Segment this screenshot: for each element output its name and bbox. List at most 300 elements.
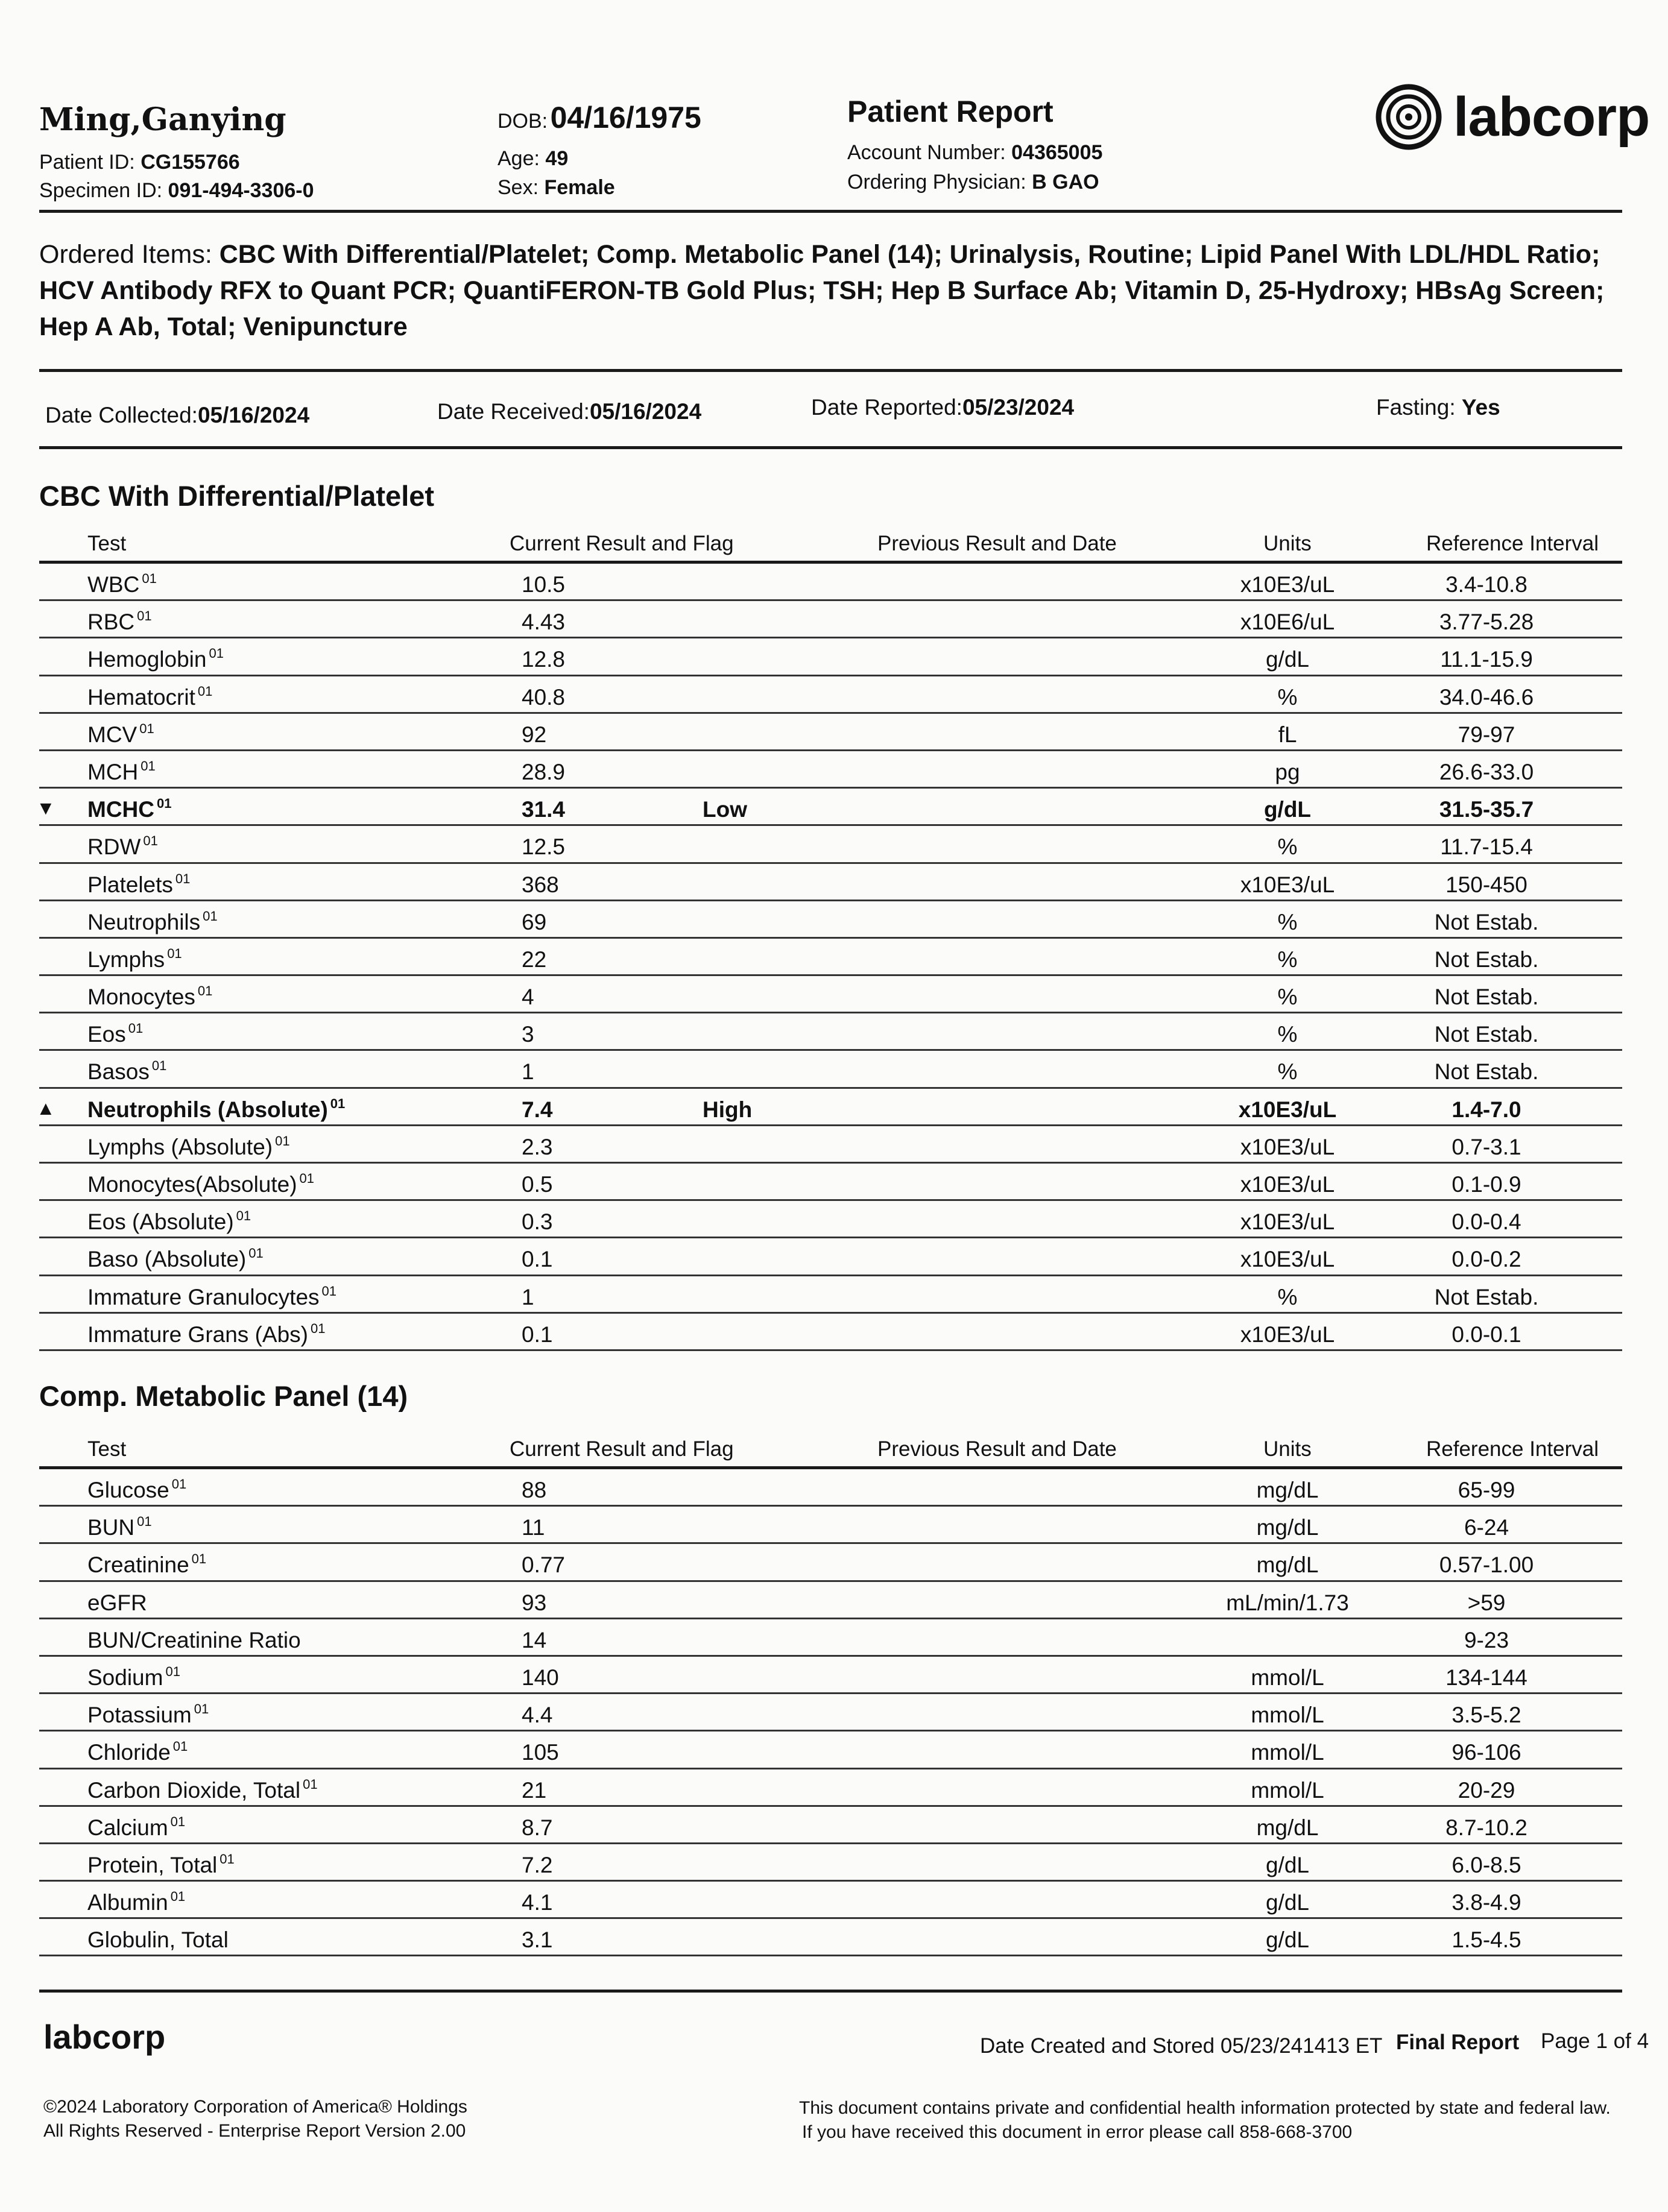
units-value: mg/dL [1256, 1815, 1319, 1840]
test-name [87, 1778, 318, 1803]
units-value: mmol/L [1251, 1665, 1324, 1690]
result-value: 14 [522, 1627, 547, 1653]
test-name [87, 947, 182, 972]
labcorp-logo [1375, 83, 1649, 151]
test-name [87, 760, 156, 785]
reference-interval: 0.0-0.4 [1452, 1209, 1521, 1235]
result-value: 368 [522, 872, 559, 897]
cbc-table-header [39, 518, 1622, 564]
col-reference: Reference Interval [1426, 1437, 1599, 1461]
specimen-id-label: Specimen ID: [39, 179, 163, 202]
labcorp-logo-text: labcorp [1453, 86, 1650, 148]
test-name [87, 1247, 264, 1272]
units-value: x10E3/uL [1240, 1172, 1335, 1197]
test-name-text: Monocytes(Absolute) [87, 1172, 297, 1197]
date-collected [45, 403, 309, 428]
copyright-line-2: All Rights Reserved - Enterprise Report Version 2.00 [43, 2121, 466, 2141]
test-name-text: Potassium [87, 1703, 192, 1728]
test-name [87, 1515, 152, 1540]
header-divider [39, 210, 1622, 213]
table-row [39, 1126, 1622, 1164]
reference-interval: 9-23 [1464, 1627, 1509, 1653]
units-value: g/dL [1265, 1890, 1309, 1915]
lab-footnote: 01 [143, 833, 158, 849]
units-value: x10E3/uL [1240, 1134, 1335, 1159]
test-name [87, 1022, 143, 1047]
lab-footnote: 01 [175, 871, 191, 886]
table-row [39, 1051, 1622, 1088]
test-name [87, 1927, 231, 1953]
table-row [39, 1164, 1622, 1201]
date-reported [811, 395, 1074, 420]
units-value: mmol/L [1251, 1777, 1324, 1803]
lab-footnote: 01 [171, 1476, 187, 1492]
copyright-line-1: ©2024 Laboratory Corporation of America® Holdings [43, 2097, 467, 2117]
lab-footnote: 01 [137, 1514, 152, 1530]
result-value: 12.8 [522, 647, 566, 672]
table-row [39, 1201, 1622, 1238]
lab-footnote: 01 [303, 1776, 318, 1792]
table-row [39, 1919, 1622, 1956]
test-name-text: Monocytes [87, 985, 195, 1010]
reference-interval: Not Estab. [1434, 1022, 1539, 1047]
test-name [87, 1590, 150, 1616]
lab-footnote: 01 [142, 571, 157, 586]
test-name-text: BUN/Creatinine Ratio [87, 1627, 301, 1653]
table-row [39, 1582, 1622, 1619]
reference-interval: 134-144 [1445, 1665, 1527, 1690]
lab-footnote: 01 [220, 1851, 235, 1867]
ordered-divider [39, 369, 1622, 372]
lab-footnote: 01 [172, 1739, 188, 1754]
reference-interval: 34.0-46.6 [1439, 684, 1534, 710]
reference-interval: 3.4-10.8 [1445, 572, 1527, 597]
reference-interval: 0.0-0.2 [1452, 1247, 1521, 1272]
test-name [87, 834, 158, 860]
test-name [87, 1097, 345, 1123]
dob [498, 100, 701, 135]
table-row [39, 864, 1622, 901]
reference-interval: 0.1-0.9 [1452, 1172, 1521, 1197]
test-name-text: MCHC [87, 797, 154, 822]
test-name [87, 1059, 166, 1085]
lab-footnote: 01 [139, 720, 154, 736]
physician-value: B GAO [1032, 171, 1099, 194]
date-created-stored [980, 2034, 1382, 2058]
test-name-text: Hemoglobin [87, 647, 207, 672]
result-value: 4.1 [522, 1890, 553, 1915]
table-row [39, 1238, 1622, 1276]
units-value: x10E6/uL [1240, 610, 1335, 635]
date-received-value: 05/16/2024 [589, 399, 702, 424]
dates-divider [39, 446, 1622, 449]
reference-interval: 0.7-3.1 [1452, 1134, 1521, 1159]
ordered-items-list: CBC With Differential/Platelet; Comp. Metabolic Panel (14); Urinalysis, Routine; Lipid Panel With LDL/HDL Ratio; HCV Antibody RFX to Quant PCR; QuantiFERON-TB Gold Plus; TSH; Hep B Surface Ab; Vitamin D, 25-Hydroxy; HBsAg Screen; Hep A Ab, Total; Venipuncture [39, 240, 1605, 341]
test-name [87, 1628, 303, 1653]
result-value: 40.8 [522, 684, 566, 710]
table-row [39, 1694, 1622, 1731]
test-name-text: Eos [87, 1022, 126, 1047]
test-name-text: Basos [87, 1059, 150, 1085]
result-flag: High [703, 1097, 753, 1122]
reference-interval: 79-97 [1458, 722, 1515, 747]
test-name-text: Neutrophils [87, 909, 201, 934]
test-name [87, 647, 224, 672]
test-name-text: Protein, Total [87, 1852, 218, 1877]
date-received-label: Date Received: [437, 399, 590, 424]
ordered-items-label: Ordered Items: [39, 240, 212, 269]
dob-label: DOB: [498, 110, 548, 133]
physician-label: Ordering Physician: [847, 171, 1026, 194]
test-name-text: Hematocrit [87, 684, 195, 710]
test-name-text: Eos (Absolute) [87, 1209, 234, 1235]
test-name [87, 722, 154, 748]
reference-interval: 6-24 [1464, 1515, 1509, 1540]
test-name-text: Lymphs [87, 947, 165, 972]
table-row [39, 826, 1622, 863]
test-name-text: RBC [87, 610, 135, 635]
dob-value: 04/16/1975 [550, 101, 701, 134]
result-value: 92 [522, 722, 547, 747]
result-value: 93 [522, 1590, 547, 1615]
lab-footnote: 01 [137, 608, 152, 624]
units-value: mmol/L [1251, 1740, 1324, 1765]
test-name [87, 872, 190, 898]
result-value: 11 [522, 1515, 545, 1540]
result-value: 22 [522, 947, 547, 972]
sex-label: Sex: [498, 176, 539, 199]
page-number: Page 1 of 4 [1541, 2029, 1649, 2053]
table-row [36, 1089, 1622, 1126]
units-value: % [1277, 834, 1298, 860]
test-name [87, 1740, 188, 1765]
cbc-table-body [36, 564, 1622, 1351]
reference-interval: Not Estab. [1434, 985, 1539, 1010]
test-name [87, 985, 212, 1010]
units-value: g/dL [1265, 1927, 1309, 1953]
result-value: 3 [522, 1022, 534, 1047]
test-name [87, 1322, 325, 1347]
result-value: 88 [522, 1478, 547, 1502]
units-value: x10E3/uL [1240, 1209, 1335, 1235]
test-name-text: Creatinine [87, 1552, 189, 1578]
units-value: mg/dL [1256, 1478, 1319, 1502]
test-name [87, 1172, 314, 1197]
result-value: 69 [522, 909, 547, 934]
lab-footnote: 01 [310, 1320, 326, 1336]
reference-interval: 0.0-0.1 [1452, 1322, 1521, 1347]
cmp-section-title: Comp. Metabolic Panel (14) [39, 1380, 408, 1412]
result-value: 4 [522, 985, 534, 1010]
lab-footnote: 01 [330, 1095, 346, 1111]
age-value: 49 [545, 147, 569, 170]
lab-footnote: 01 [321, 1283, 337, 1299]
result-value: 31.4 [522, 797, 566, 822]
table-row [39, 1844, 1622, 1882]
lab-footnote: 01 [209, 646, 224, 661]
units-value: % [1277, 1022, 1298, 1047]
table-row [39, 638, 1622, 676]
test-name-text: eGFR [87, 1590, 147, 1615]
lab-footnote: 01 [141, 758, 156, 774]
low-flag-icon: ▼ [36, 797, 55, 819]
test-name [87, 572, 157, 597]
test-name [87, 1890, 185, 1915]
reference-interval: 65-99 [1458, 1478, 1515, 1502]
result-value: 21 [522, 1777, 547, 1803]
col-reference: Reference Interval [1426, 532, 1599, 555]
test-name [87, 797, 171, 822]
account-value: 04365005 [1011, 141, 1103, 164]
test-name [87, 1285, 336, 1310]
result-value: 0.3 [522, 1209, 553, 1235]
reference-interval: 1.5-4.5 [1452, 1927, 1521, 1953]
result-value: 28.9 [522, 759, 566, 784]
result-flag: Low [703, 797, 747, 822]
sex-value: Female [544, 176, 615, 199]
test-name-text: Sodium [87, 1665, 163, 1690]
table-row [39, 1657, 1622, 1694]
units-value: x10E3/uL [1238, 1097, 1337, 1122]
result-value: 1 [522, 1059, 534, 1085]
table-row [39, 751, 1622, 789]
labcorp-swirl-icon [1375, 83, 1442, 151]
col-previous: Previous Result and Date [877, 1437, 1117, 1461]
fasting [1376, 395, 1500, 420]
test-name-text: Chloride [87, 1740, 171, 1765]
reference-interval: 20-29 [1458, 1777, 1515, 1803]
date-reported-label: Date Reported: [811, 395, 962, 420]
table-row [39, 1469, 1622, 1507]
units-value: % [1277, 909, 1298, 934]
result-value: 2.3 [522, 1134, 553, 1159]
units-value: % [1277, 985, 1298, 1010]
result-value: 0.1 [522, 1247, 553, 1272]
patient-id-label: Patient ID: [39, 151, 135, 174]
reference-interval: 31.5-35.7 [1439, 797, 1534, 822]
test-name [87, 1135, 290, 1160]
reference-interval: 8.7-10.2 [1445, 1815, 1527, 1840]
patient-id-value: CG155766 [141, 151, 240, 174]
test-name [87, 1209, 251, 1235]
ordered-items [39, 236, 1619, 345]
date-created-value: 05/23/241413 ET [1220, 2034, 1383, 2058]
reference-interval: 1.4-7.0 [1452, 1097, 1521, 1122]
result-value: 12.5 [522, 834, 566, 860]
reference-interval: Not Estab. [1434, 1284, 1539, 1309]
table-row [39, 1276, 1622, 1314]
result-value: 4.4 [522, 1703, 553, 1728]
reference-interval: 11.7-15.4 [1440, 834, 1533, 860]
test-name-text: Carbon Dioxide, Total [87, 1777, 301, 1803]
footer-divider [39, 1990, 1622, 1993]
fasting-value: Yes [1461, 395, 1500, 420]
reference-interval: Not Estab. [1434, 947, 1539, 972]
units-value: mg/dL [1256, 1552, 1319, 1578]
reference-interval: 6.0-8.5 [1452, 1852, 1521, 1877]
footer-labcorp-logo: labcorp [43, 2018, 166, 2056]
result-value: 10.5 [522, 572, 566, 597]
high-flag-icon: ▲ [36, 1097, 55, 1119]
test-name [87, 1552, 206, 1578]
test-name-text: Neutrophils (Absolute) [87, 1097, 328, 1122]
col-previous: Previous Result and Date [877, 532, 1117, 555]
col-units: Units [1263, 1437, 1312, 1461]
units-value: % [1277, 1284, 1298, 1309]
test-name [87, 1665, 180, 1691]
test-name-text: RDW [87, 834, 141, 860]
units-value: mmol/L [1251, 1703, 1324, 1728]
table-row [39, 1807, 1622, 1844]
table-row [39, 1769, 1622, 1807]
col-result: Current Result and Flag [510, 1437, 734, 1461]
lab-footnote: 01 [194, 1701, 209, 1717]
cmp-table-header [39, 1424, 1622, 1469]
table-row [39, 1013, 1622, 1051]
date-reported-value: 05/23/2024 [962, 395, 1075, 420]
test-name-text: MCH [87, 759, 139, 784]
table-row [39, 1314, 1622, 1351]
lab-footnote: 01 [197, 683, 213, 699]
lab-footnote: 01 [191, 1551, 207, 1567]
result-value: 4.43 [522, 610, 566, 635]
test-name-text: Calcium [87, 1815, 168, 1840]
lab-footnote: 01 [299, 1171, 315, 1186]
table-row [39, 1507, 1622, 1544]
table-row [39, 1544, 1622, 1581]
test-name [87, 610, 152, 635]
table-row [39, 939, 1622, 976]
col-result: Current Result and Flag [510, 532, 734, 555]
reference-interval: 26.6-33.0 [1439, 759, 1534, 784]
cbc-section-title: CBC With Differential/Platelet [39, 480, 435, 512]
lab-footnote: 01 [128, 1021, 144, 1036]
reference-interval: 11.1-15.9 [1440, 647, 1533, 672]
final-report-status: Final Report [1396, 2031, 1520, 2054]
units-value: g/dL [1265, 1852, 1309, 1877]
test-name-text: BUN [87, 1515, 135, 1540]
fasting-label: Fasting: [1376, 395, 1456, 420]
test-name [87, 910, 218, 935]
cmp-table-body [39, 1469, 1622, 1956]
units-value: g/dL [1265, 647, 1309, 672]
cbc-table [36, 518, 1622, 1351]
reference-interval: 3.8-4.9 [1452, 1890, 1521, 1915]
lab-footnote: 01 [203, 908, 218, 924]
units-value: x10E3/uL [1240, 1247, 1335, 1272]
result-value: 8.7 [522, 1815, 553, 1840]
report-title: Patient Report [847, 95, 1054, 128]
table-row [39, 1882, 1622, 1919]
age-label: Age: [498, 147, 540, 170]
test-name-text: Baso (Absolute) [87, 1247, 247, 1272]
table-row [39, 1731, 1622, 1769]
units-value: % [1277, 684, 1298, 710]
cmp-table [39, 1424, 1622, 1956]
table-row [39, 714, 1622, 751]
date-received [437, 399, 701, 424]
specimen-id-value: 091-494-3306-0 [168, 179, 314, 202]
test-name-text: Immature Grans (Abs) [87, 1322, 308, 1347]
test-name-text: Globulin, Total [87, 1927, 229, 1953]
test-name-text: Platelets [87, 872, 173, 897]
result-value: 140 [522, 1665, 559, 1690]
result-value: 1 [522, 1284, 534, 1309]
test-name [87, 1853, 235, 1878]
lab-footnote: 01 [236, 1208, 251, 1224]
test-name-text: WBC [87, 572, 140, 597]
ordering-physician [847, 171, 1099, 194]
confidential-line-1: This document contains private and confidential health information protected by state and federal law. [799, 2098, 1611, 2118]
specimen-id [39, 179, 314, 203]
lab-footnote: 01 [167, 945, 182, 961]
units-value: x10E3/uL [1240, 872, 1335, 897]
units-value: % [1277, 947, 1298, 972]
result-value: 3.1 [522, 1927, 553, 1953]
test-name-text: Glucose [87, 1478, 169, 1502]
result-value: 0.5 [522, 1172, 553, 1197]
result-value: 105 [522, 1740, 559, 1765]
lab-footnote: 01 [197, 983, 213, 999]
units-value: % [1277, 1059, 1298, 1085]
reference-interval: 3.5-5.2 [1452, 1703, 1521, 1728]
units-value: x10E3/uL [1240, 1322, 1335, 1347]
result-value: 0.1 [522, 1322, 553, 1347]
lab-footnote: 01 [248, 1246, 264, 1261]
col-units: Units [1263, 532, 1312, 555]
table-row [39, 1619, 1622, 1657]
test-name [87, 1815, 185, 1841]
date-collected-value: 05/16/2024 [197, 403, 310, 427]
table-row [39, 976, 1622, 1013]
table-row [39, 676, 1622, 714]
table-row [39, 901, 1622, 939]
test-name-text: Albumin [87, 1890, 168, 1915]
result-value: 7.2 [522, 1852, 553, 1877]
lab-footnote: 01 [165, 1663, 180, 1679]
lab-footnote: 01 [151, 1058, 167, 1074]
test-name [87, 1703, 209, 1728]
reference-interval: >59 [1467, 1590, 1506, 1615]
reference-interval: 96-106 [1452, 1740, 1521, 1765]
lab-footnote: 01 [156, 796, 172, 811]
reference-interval: 150-450 [1445, 872, 1527, 897]
units-value: pg [1275, 759, 1300, 784]
confidential-line-2: If you have received this document in error please call 858-668-3700 [802, 2122, 1353, 2142]
date-created-label: Date Created and Stored [980, 2034, 1215, 2058]
reference-interval: Not Estab. [1434, 1059, 1539, 1085]
table-row [36, 789, 1622, 826]
result-value: 7.4 [522, 1097, 553, 1122]
table-row [39, 564, 1622, 601]
lab-footnote: 01 [275, 1133, 290, 1149]
reference-interval: 0.57-1.00 [1439, 1552, 1534, 1578]
reference-interval: 3.77-5.28 [1439, 610, 1534, 635]
test-name-text: MCV [87, 722, 137, 747]
test-name [87, 685, 212, 710]
patient-id [39, 151, 240, 174]
units-value: mL/min/1.73 [1226, 1590, 1349, 1615]
units-value: x10E3/uL [1240, 572, 1335, 597]
lab-footnote: 01 [170, 1813, 186, 1829]
units-value: mg/dL [1256, 1515, 1319, 1540]
lab-footnote: 01 [170, 1889, 186, 1905]
age [498, 147, 568, 171]
units-value: fL [1278, 722, 1297, 747]
account-label: Account Number: [847, 141, 1006, 164]
result-value: 0.77 [522, 1552, 566, 1578]
test-name-text: Lymphs (Absolute) [87, 1134, 273, 1159]
